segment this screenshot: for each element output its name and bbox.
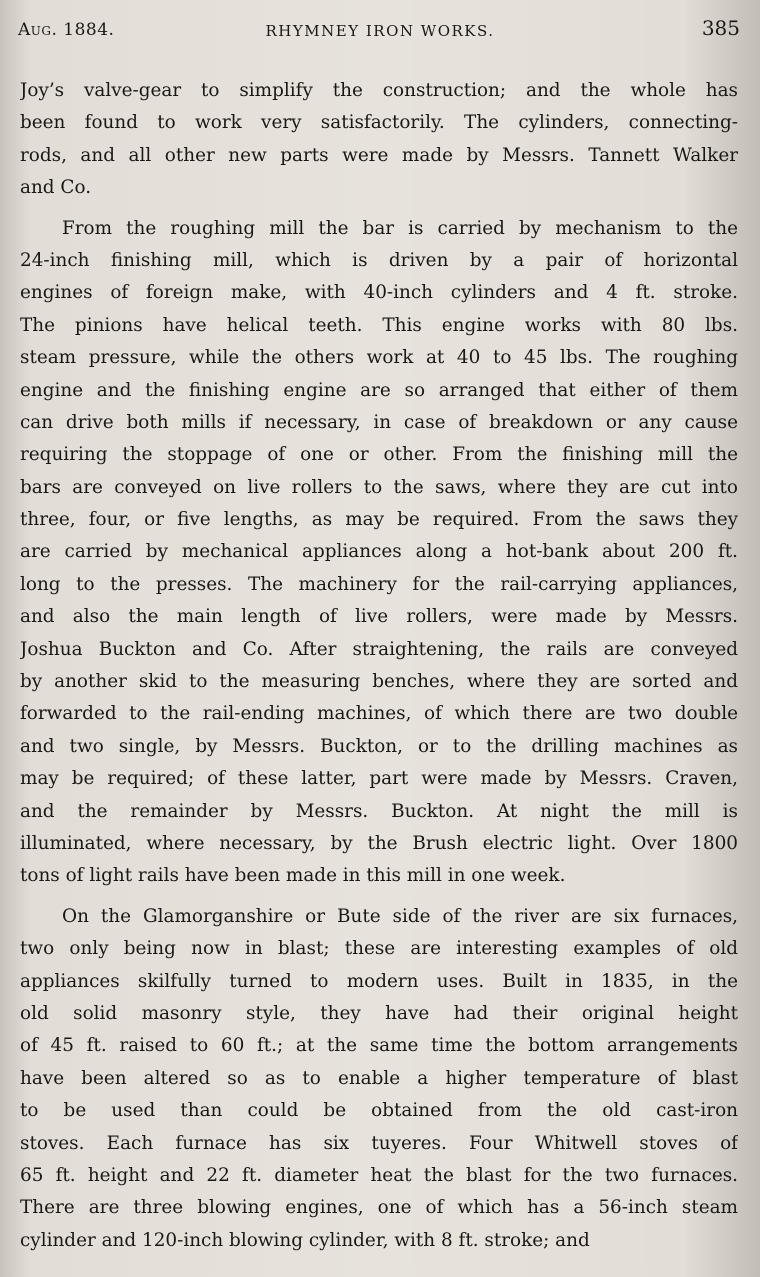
paragraph bbox=[20, 901, 738, 1257]
text-line: may be required; of these latter, part were made by Messrs. Craven, bbox=[20, 768, 738, 790]
text-line: steam pressure, while the others work at 40 to 45 lbs. The roughing bbox=[20, 347, 738, 369]
text-line: three, four, or five lengths, as may be required. From the saws they bbox=[20, 509, 738, 531]
text-line: The pinions have helical teeth. This engine works with 80 lbs. bbox=[20, 314, 738, 336]
text-line: engines of foreign make, with 40-inch cylinders and 4 ft. stroke. bbox=[20, 282, 738, 304]
text-line: old solid masonry style, they have had their original height bbox=[20, 1002, 738, 1024]
text-line: Joy’s valve-gear to simplify the construction; and the whole has bbox=[20, 80, 738, 101]
text-line: have been altered so as to enable a higher temperature of blast bbox=[20, 1067, 738, 1089]
paragraph bbox=[20, 75, 738, 205]
text-line: There are three blowing engines, one of which has a 56-inch steam bbox=[20, 1197, 738, 1219]
text-line: and also the main length of live rollers, were made by Messrs. bbox=[20, 606, 738, 628]
paragraph bbox=[20, 213, 738, 893]
text-line: long to the presses. The machinery for the rail-carrying appliances, bbox=[20, 573, 738, 595]
text-line: are carried by mechanical appliances along a hot-bank about 200 ft. bbox=[20, 541, 738, 563]
paragraph-gap bbox=[20, 205, 738, 213]
running-header bbox=[0, 0, 760, 60]
text-line: engine and the finishing engine are so arranged that either of them bbox=[20, 379, 738, 401]
text-line: 24-inch finishing mill, which is driven by a pair of horizontal bbox=[20, 249, 738, 271]
text-line: 65 ft. height and 22 ft. diameter heat the blast for the two furnaces. bbox=[20, 1164, 738, 1186]
text-line: On the Glamorganshire or Bute side of the river are six furnaces, bbox=[62, 905, 738, 927]
text-line: can drive both mills if necessary, in case of breakdown or any cause bbox=[20, 411, 738, 433]
text-line: cylinder and 120-inch blowing cylinder, with 8 ft. stroke; and bbox=[20, 1229, 590, 1251]
text-line: forwarded to the rail-ending machines, of which there are two double bbox=[20, 703, 738, 725]
text-line: and two single, by Messrs. Buckton, or to the drilling machines as bbox=[20, 735, 738, 757]
page-number: 385 bbox=[701, 16, 740, 40]
header-title: RHYMNEY IRON WORKS. bbox=[265, 22, 495, 40]
text-line: of 45 ft. raised to 60 ft.; at the same time the bottom arrangements bbox=[20, 1035, 738, 1057]
text-line: and the remainder by Messrs. Buckton. At night the mill is bbox=[20, 800, 738, 822]
text-line: rods, and all other new parts were made by Messrs. Tannett Walker bbox=[20, 144, 738, 166]
text-line: stoves. Each furnace has six tuyeres. Four Whitwell stoves of bbox=[20, 1132, 738, 1154]
text-line: been found to work very satisfactorily. The cylinders, connecting- bbox=[20, 112, 738, 134]
text-line: to be used than could be obtained from the old cast-iron bbox=[20, 1100, 738, 1122]
text-line: two only being now in blast; these are interesting examples of old bbox=[20, 938, 738, 960]
text-line: and Co. bbox=[20, 177, 92, 199]
text-line: illuminated, where necessary, by the Brush electric light. Over 1800 bbox=[20, 832, 738, 854]
text-line: appliances skilfully turned to modern uses. Built in 1835, in the bbox=[20, 970, 738, 992]
text-line: by another skid to the measuring benches, where they are sorted and bbox=[20, 671, 738, 693]
text-line: tons of light rails have been made in this mill in one week. bbox=[20, 865, 566, 887]
text-line: bars are conveyed on live rollers to the saws, where they are cut into bbox=[20, 476, 738, 498]
body-text bbox=[20, 75, 738, 1257]
paragraph-gap bbox=[20, 893, 738, 901]
text-line: Joshua Buckton and Co. After straightening, the rails are conveyed bbox=[20, 638, 738, 660]
header-date: Aug. 1884. bbox=[18, 20, 115, 40]
text-line: From the roughing mill the bar is carried by mechanism to the bbox=[62, 217, 738, 239]
text-line: requiring the stoppage of one or other. From the finishing mill the bbox=[20, 444, 738, 466]
